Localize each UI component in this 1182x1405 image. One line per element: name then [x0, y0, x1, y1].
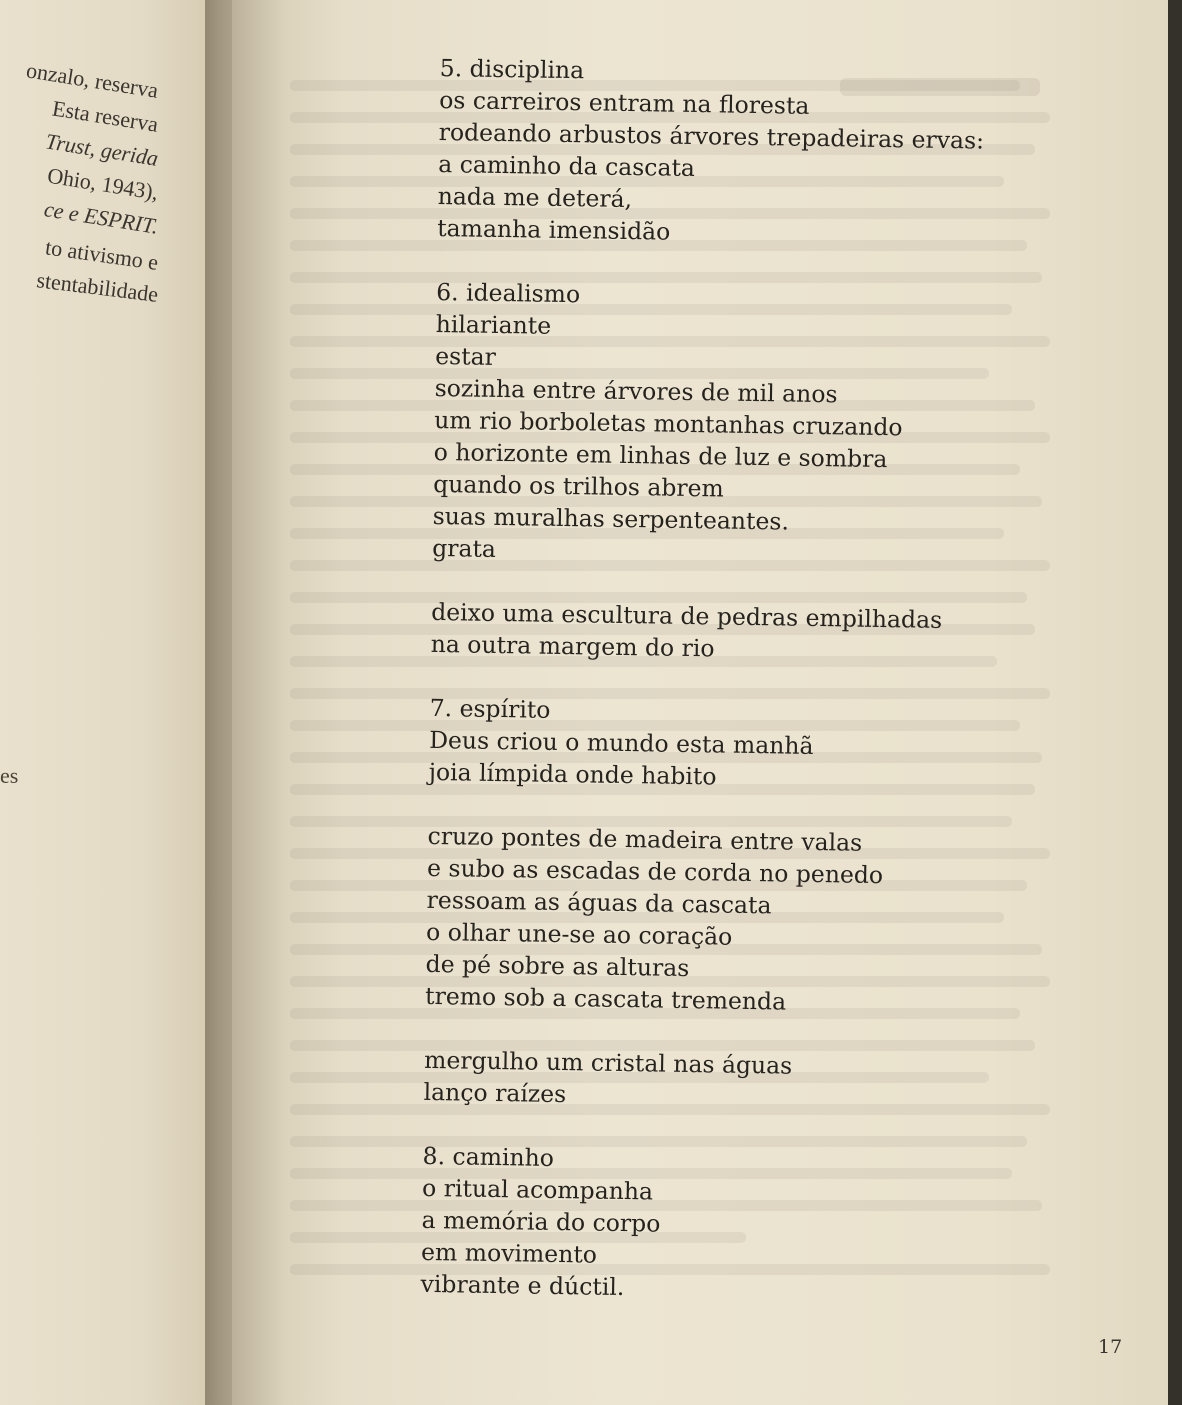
- poem-line: lanço raízes: [423, 1077, 567, 1109]
- poem-line: mergulho um cristal nas águas: [423, 1045, 793, 1080]
- poem-line: vibrante e dúctil.: [420, 1269, 625, 1302]
- left-page-line: onzalo, reserva: [24, 57, 161, 103]
- poem: [420, 52, 1080, 1310]
- poem-line: ressoam as águas da cascata: [426, 885, 772, 920]
- poem-line: os carreiros entram na floresta: [439, 85, 810, 120]
- section-heading: 6. idealismo: [436, 277, 581, 309]
- poem-section: [420, 1140, 1062, 1310]
- poem-line: joia límpida onde habito: [428, 757, 717, 791]
- stanza: [432, 308, 1076, 574]
- poem-line: grata: [431, 533, 497, 563]
- stanza: [437, 84, 1079, 254]
- poem-line: quando os trilhos abrem: [432, 469, 725, 503]
- poem-line: cruzo pontes de madeira entre valas: [427, 821, 863, 857]
- poem-line: a caminho da cascata: [438, 149, 696, 183]
- stanza: [423, 1044, 1064, 1118]
- section-heading: 7. espírito: [429, 693, 551, 724]
- poem-section: [430, 276, 1076, 670]
- section-heading: 8. caminho: [422, 1141, 555, 1172]
- poem-line: a memória do corpo: [421, 1205, 661, 1238]
- left-page-fragment: es: [0, 763, 19, 788]
- poem-line: deixo uma escultura de pedras empilhadas: [430, 597, 943, 634]
- left-page-line: ce e ESPRIT.: [42, 196, 161, 239]
- poem-line: sozinha entre árvores de mil anos: [434, 373, 838, 409]
- poem-line: nada me deterá,: [437, 181, 633, 214]
- poem-line: na outra margem do rio: [430, 629, 715, 663]
- poem-line: rodeando arbustos árvores trepadeiras ervas:: [438, 117, 985, 155]
- left-page-line: stentabilidade: [35, 267, 160, 307]
- poem-line: tremo sob a cascata tremenda: [424, 981, 787, 1016]
- stanza: [428, 724, 1069, 798]
- poem-line: suas muralhas serpenteantes.: [432, 501, 790, 536]
- poem-line: o ritual acompanha: [421, 1173, 654, 1206]
- poem-line: o horizonte em linhas de luz e sombra: [433, 437, 888, 474]
- left-page-line: Trust, gerida: [43, 128, 161, 171]
- poem-line: hilariante: [435, 309, 552, 340]
- poem-section: [423, 692, 1069, 1118]
- poem-line: de pé sobre as alturas: [425, 949, 690, 983]
- poem-line: um rio borboletas montanhas cruzando: [433, 405, 903, 442]
- poem-line: e subo as escadas de corda no penedo: [426, 853, 884, 890]
- poem-line: tamanha imensidão: [437, 213, 671, 246]
- left-page-line: to ativismo e: [43, 234, 160, 275]
- page-number: 17: [1098, 1336, 1123, 1358]
- poem-line: Deus criou o mundo esta manhã: [428, 725, 814, 760]
- section-heading: 5. disciplina: [439, 53, 585, 85]
- stanza: [425, 820, 1068, 1022]
- stanza: [430, 596, 1071, 670]
- left-page: [0, 0, 232, 1405]
- stanza: [420, 1172, 1062, 1310]
- poem-line: estar: [435, 341, 497, 371]
- poem-section: [437, 52, 1080, 254]
- poem-line: em movimento: [420, 1237, 598, 1269]
- left-page-line: Esta reserva: [50, 95, 161, 137]
- table-edge: [1168, 0, 1182, 1405]
- poem-line: o olhar une-se ao coração: [425, 917, 733, 951]
- left-page-line: Ohio, 1943),: [45, 162, 161, 205]
- page-gutter-shadow: [205, 0, 285, 1405]
